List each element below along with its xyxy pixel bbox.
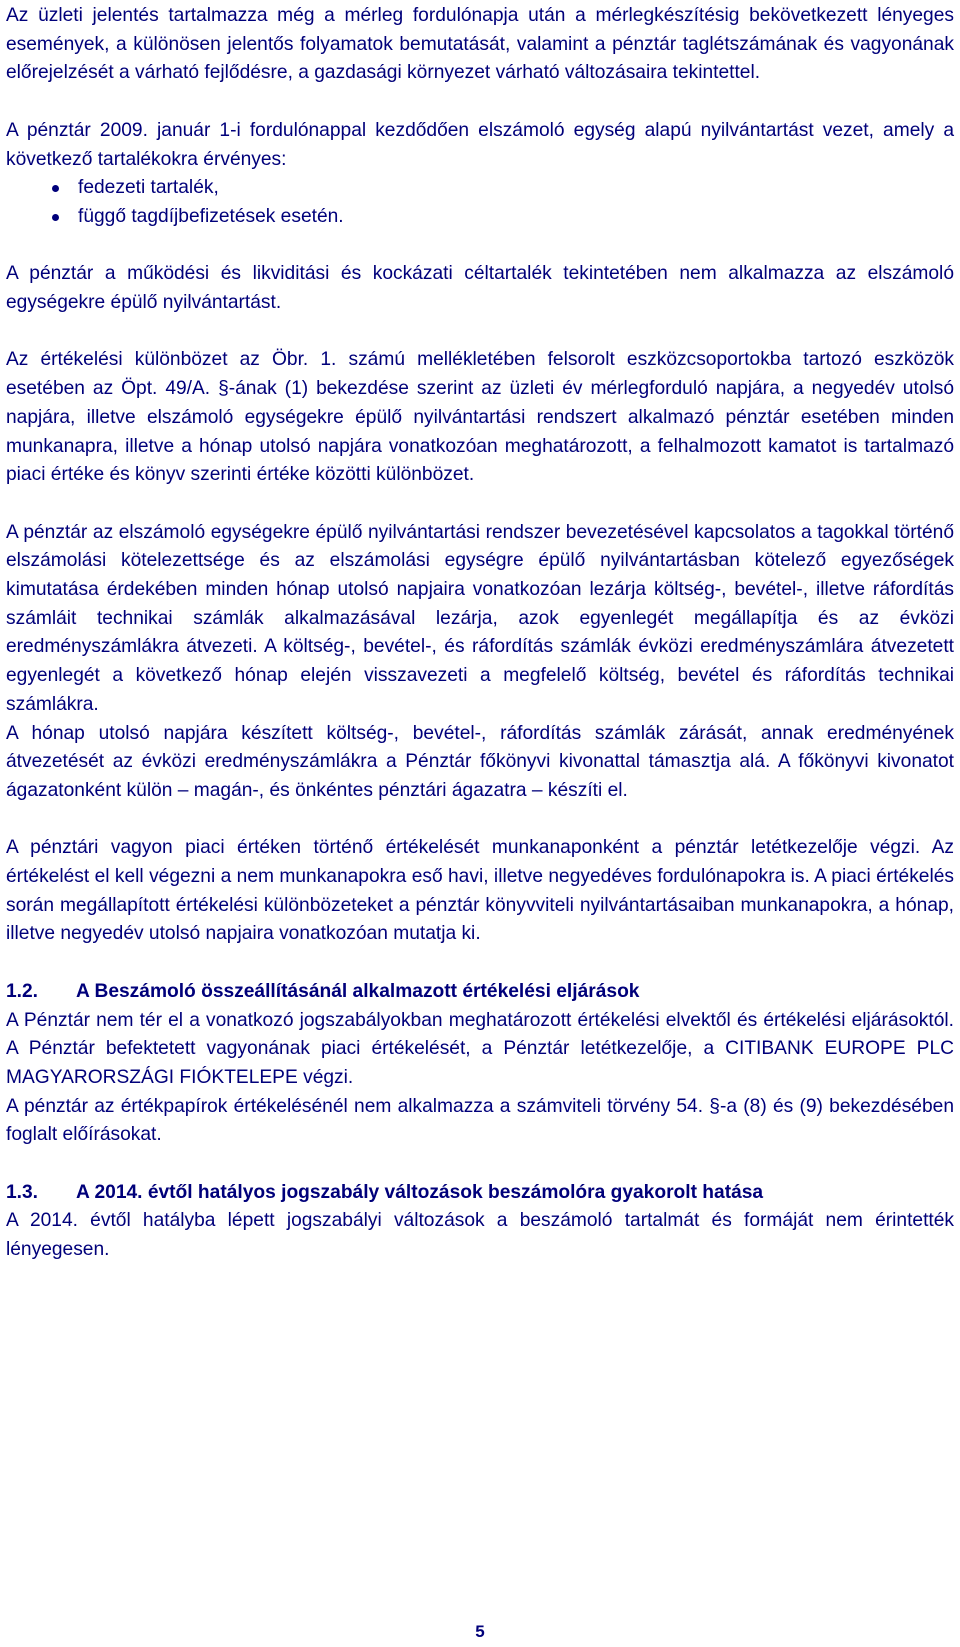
section-heading-1-3 xyxy=(6,1179,954,1208)
paragraph-valuation-difference: Az értékelési különbözet az Öbr. 1. számú mellékletében felsorolt eszközcsoportokba tartozó eszközök esetében az Öpt. 49/A. §-ának (1) bekezdése szerint az üzleti év mérlegforduló napjára, a negyedév utolsó napjára, illetve elszámoló egységekre épülő nyilvántartási rendszert alkalmazó pénztár esetében minden munkanapra, illetve a hónap utolsó napjára vonatkozóan meghatározott, a felhalmozott kamatot is tartalmazó piaci értéke és könyv szerinti értéke közötti különbözet. xyxy=(6,349,954,486)
section-heading-1-2 xyxy=(6,978,954,1007)
section-title: A Beszámoló összeállításánál alkalmazott értékelési eljárások xyxy=(76,980,640,1002)
reserves-list xyxy=(6,174,954,231)
paragraph-account-closing: A pénztár az elszámoló egységekre épülő nyilvántartási rendszer bevezetésével kapcsolatos a tagokkal történő elszámolási kötelezettsége és az elszámolási egységre épülő nyilvántartásban kötelező egyezőségek kimutatása érdekében minden hónap utolsó napjaira vonatkozóan lezárja költség-, bevétel-, illetve ráfordítás számláit technikai számlák alkalmazásával lezárja, azok egyenlegét megállapítja és az évközi eredményszámlákra átvezeti. A költség-, bevétel-, és ráfordítás számlák évközi eredményszámlára átvezetett egyenlegét a következő hónap elején visszavezeti a megfelelő költség, bevétel és ráfordítás technikai számlákra. xyxy=(6,521,954,715)
paragraph-operating-reserve: A pénztár a működési és likviditási és kockázati céltartalék tekintetében nem alkalmazza az elszámoló egységekre épülő nyilvántartást. xyxy=(6,263,954,313)
paragraph-unit-based-records: A pénztár 2009. január 1-i fordulónappal kezdődően elszámoló egység alapú nyilvántartást vezet, amely a következő tartalékokra érvényes: xyxy=(6,119,954,170)
list-item: függő tagdíjbefizetések esetén. xyxy=(48,203,954,232)
section-number: 1.2. xyxy=(6,980,39,1002)
paragraph-securities-valuation: A pénztár az értékpapírok értékelésénél nem alkalmazza a számviteli törvény 54. §-a (8) és (9) bekezdésében foglalt előírásokat. xyxy=(6,1095,954,1146)
paragraph-business-report: Az üzleti jelentés tartalmazza még a mérleg fordulónapja után a mérlegkészítésig bekövetkezett lényeges események, a különösen jelentős folyamatok bemutatását, valamint a pénztár taglétszámának és vagyonának előrejelzését a várható fejlődésre, a gazdasági környezet várható változásaira tekintettel. xyxy=(6,5,954,84)
page-number: 5 xyxy=(475,1622,485,1641)
paragraph-valuation-methods: A Pénztár nem tér el a vonatkozó jogszabályokban meghatározott értékelési elvektől és értékelési eljárásoktól. A Pénztár befektetett vagyonának piaci értékelését, a Pénztár letétkezelője, a CITIBANK EUROPE PLC MAGYARORSZÁGI FIÓKTELEPE végzi. xyxy=(6,1009,954,1088)
list-item: fedezeti tartalék, xyxy=(48,174,954,203)
section-number: 1.3. xyxy=(6,1181,39,1203)
paragraph-monthly-closing: A hónap utolsó napjára készített költség-, bevétel-, ráfordítás számlák zárását, annak eredményének átvezetését az évközi eredményszámlákra a Pénztár főkönyvi kivonattal támasztja alá. A főkönyvi kivonatot ágazatonként külön – magán-, és önkéntes pénztári ágazatra – készíti el. xyxy=(6,722,954,801)
paragraph-market-valuation: A pénztári vagyon piaci értéken történő értékelését munkanaponként a pénztár letétkezelője végzi. Az értékelést el kell végezni a nem munkanapokra eső havi, illetve negyedéves fordulónapokra is. A piaci értékelés során megállapított értékelési különbözeteket a pénztár könyvviteli nyilvántartásaiban munkanapokra, a hónap, illetve negyedév utolsó napjaira vonatkozóan mutatja ki. xyxy=(6,837,954,945)
section-title: A 2014. évtől hatályos jogszabály változások beszámolóra gyakorolt hatása xyxy=(76,1181,764,1203)
paragraph-law-changes: A 2014. évtől hatályba lépett jogszabályi változások a beszámoló tartalmát és formáját nem érintették lényegesen. xyxy=(6,1210,954,1261)
